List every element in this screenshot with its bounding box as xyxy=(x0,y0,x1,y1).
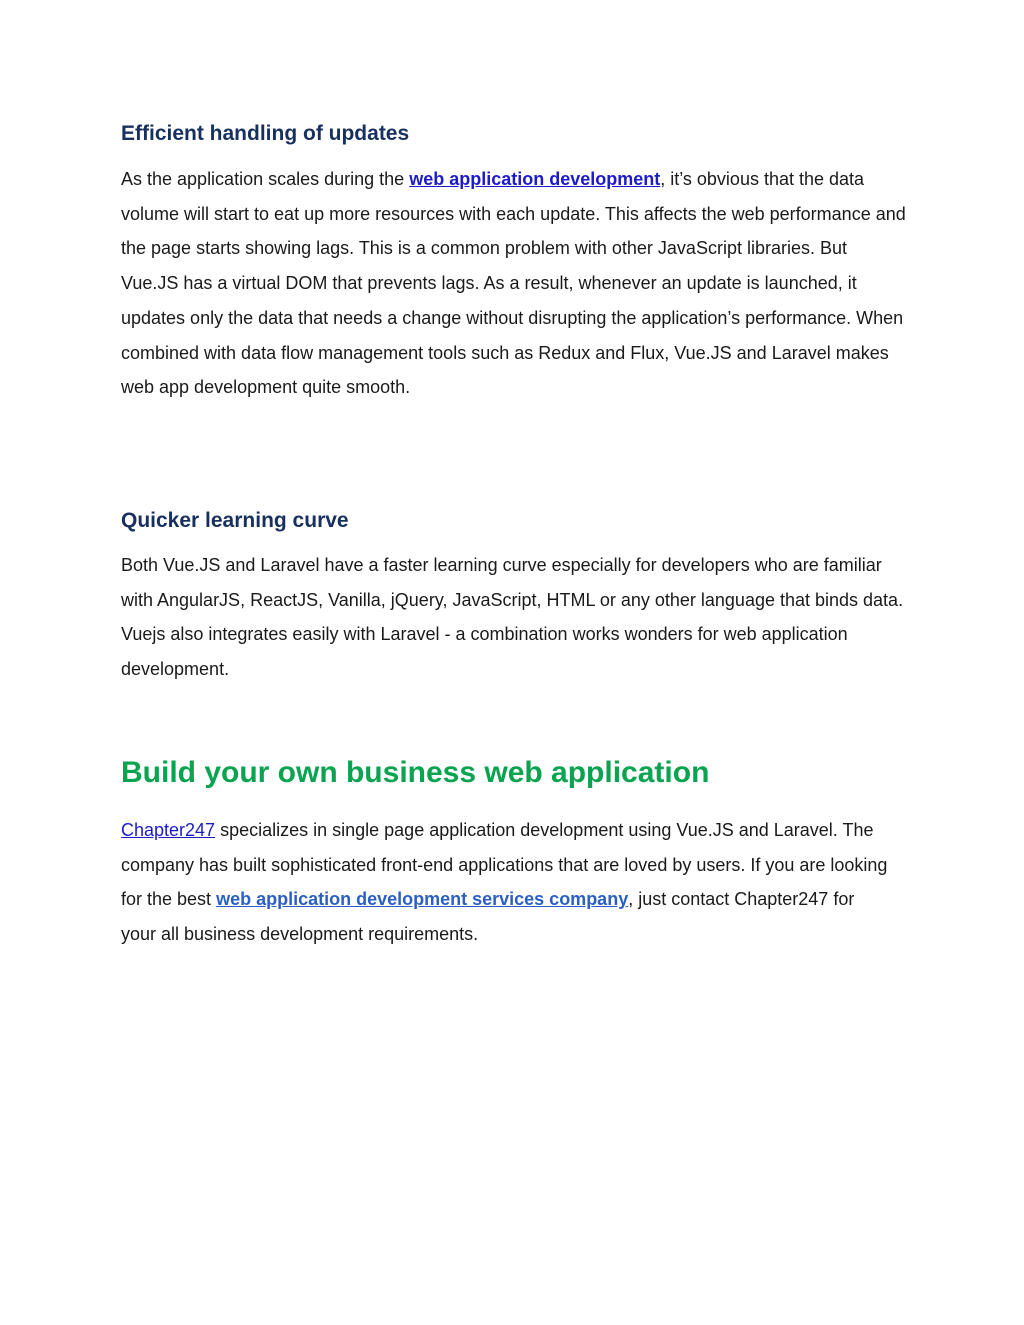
paragraph-text-before-link: As the application scales during the xyxy=(121,169,410,189)
paragraph-efficient-updates xyxy=(121,162,906,405)
web-app-development-link[interactable]: web application development xyxy=(409,169,661,189)
section-heading-efficient-updates: Efficient handling of updates xyxy=(121,122,410,145)
paragraph-text-after-link: , it’s obvious that the data volume will start to eat up more resources with each update. This affects the web performance and the page starts showing lags. This is a common problem with other JavaScript libraries. But Vue.JS has a virtual DOM that prevents lags. As a result, whenever an update is launched, it updates only the data that needs a change without disrupting the application’s performance. When combined with data flow management tools such as Redux and Flux, Vue.JS and Laravel makes web app development quite smooth. xyxy=(121,169,906,398)
paragraph-build-business-app xyxy=(121,813,891,952)
chapter247-link[interactable]: Chapter247 xyxy=(121,820,216,840)
section-heading-quicker-learning: Quicker learning curve xyxy=(121,509,349,532)
web-app-development-services-link[interactable]: web application development services company xyxy=(216,889,629,910)
section-heading-build-business-app: Build your own business web application xyxy=(121,756,710,789)
paragraph-quicker-learning: Both Vue.JS and Laravel have a faster learning curve especially for developers who are familiar with AngularJS, ReactJS, Vanilla, jQuery, JavaScript, HTML or any other language that binds data. Vuejs also integrates easily with Laravel - a combination works wonders for web application development. xyxy=(121,555,904,680)
paragraph-text-middle: specializes in single page application development using Vue.JS and Laravel. The company has built sophisticated front-end applications that are loved by users. If you are looking for the best xyxy=(121,820,888,910)
paragraph-text-end: , just contact Chapter247 for your all business development requirements. xyxy=(121,889,855,945)
